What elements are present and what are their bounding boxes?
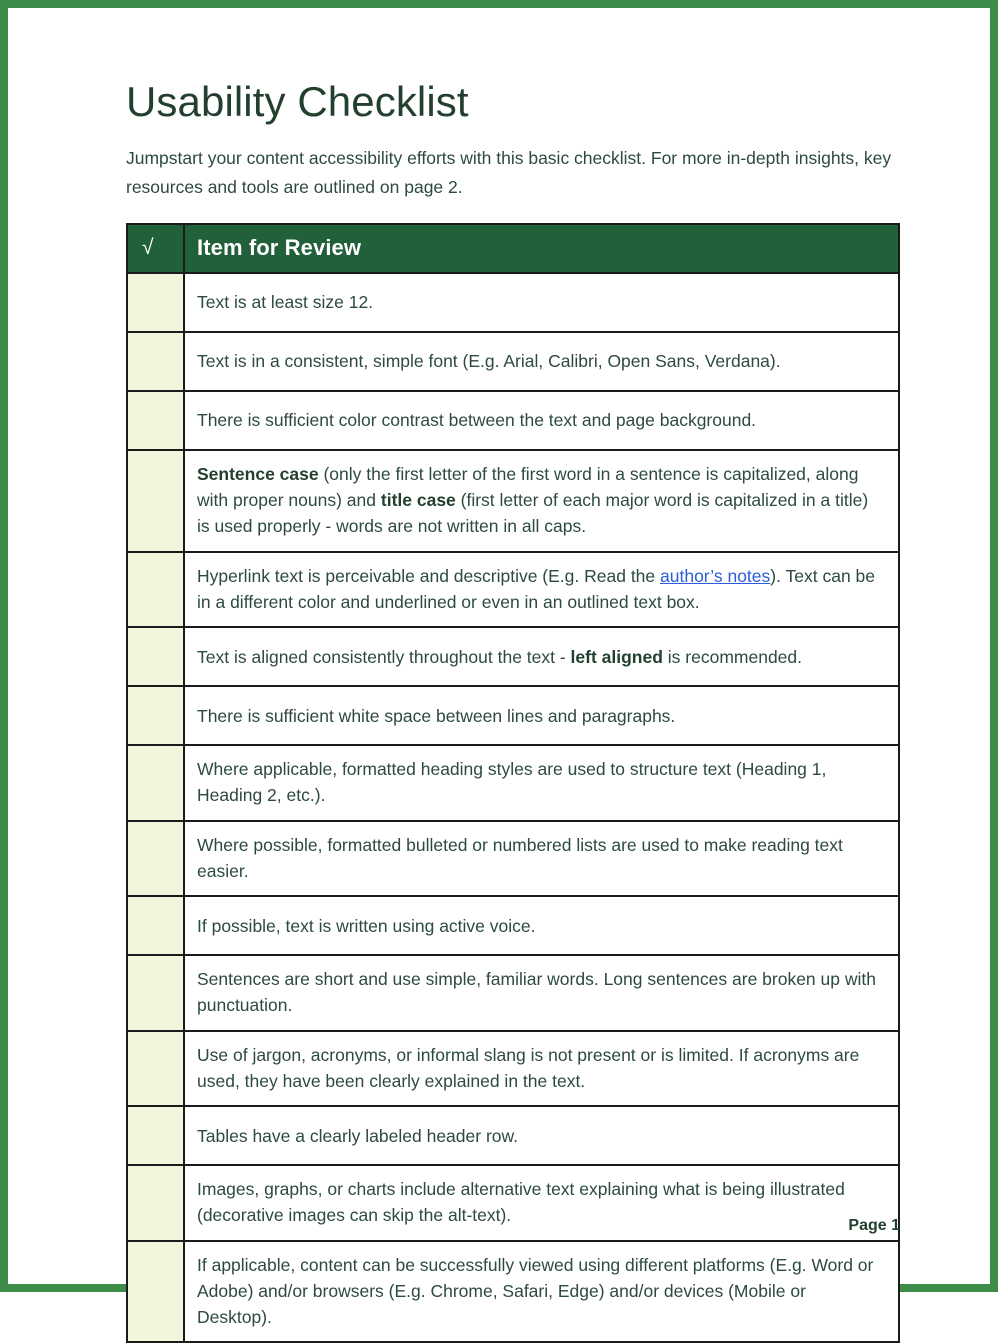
- checkbox-cell[interactable]: [127, 686, 184, 745]
- checkbox-cell[interactable]: [127, 552, 184, 628]
- item-text: There is sufficient color contrast between the text and page background.: [197, 410, 757, 431]
- item-cell: [184, 821, 899, 897]
- table-row: [127, 273, 899, 332]
- item-cell: [184, 391, 899, 450]
- intro-paragraph: Jumpstart your content accessibility efforts with this basic checklist. For more in-depth insights, key resources and tools are outlined on page 2.: [126, 148, 892, 197]
- checkbox-cell[interactable]: [127, 273, 184, 332]
- checkbox-cell[interactable]: [127, 821, 184, 897]
- table-row: [127, 1106, 899, 1165]
- item-text: There is sufficient white space between lines and paragraphs.: [197, 705, 676, 726]
- item-text: Text is aligned consistently throughout the text -: [197, 646, 571, 667]
- table-row: [127, 745, 899, 821]
- table-row: [127, 627, 899, 686]
- item-cell: [184, 552, 899, 628]
- table-row: [127, 391, 899, 450]
- emphasized-text: left aligned: [570, 646, 663, 667]
- item-text: Images, graphs, or charts include alternative text explaining what is being illustrated (decorative images can skip the alt-text).: [197, 1179, 845, 1226]
- item-cell: [184, 332, 899, 391]
- page-number-footer: Page 1: [848, 1217, 900, 1234]
- checkbox-cell[interactable]: [127, 391, 184, 450]
- item-text: (first letter of each major word is capitalized in a title) is used properly - words are not written in all caps.: [197, 490, 869, 537]
- item-text: Tables have a clearly labeled header row.: [197, 1125, 519, 1146]
- table-row: [127, 686, 899, 745]
- table-row: [127, 821, 899, 897]
- page-title: Usability Checklist: [126, 78, 469, 125]
- item-text: ). Text can be in a different color and underlined or even in an outlined text box.: [197, 565, 876, 612]
- checkbox-cell[interactable]: [127, 1106, 184, 1165]
- item-text: Where applicable, formatted heading styles are used to structure text (Heading 1, Heading 2, etc.).: [197, 759, 827, 806]
- checkbox-cell[interactable]: [127, 745, 184, 821]
- column-header-item-for-review: Item for Review: [184, 224, 899, 273]
- checkbox-cell[interactable]: [127, 896, 184, 955]
- checkbox-cell[interactable]: [127, 332, 184, 391]
- item-text: Text is in a consistent, simple font (E.g. Arial, Calibri, Open Sans, Verdana).: [197, 351, 781, 372]
- item-text: If applicable, content can be successfully viewed using different platforms (E.g. Word or Adobe) and/or browsers (E.g. Chrome, Safari, Edge) and/or devices (Mobile or Desktop).: [197, 1254, 874, 1328]
- item-text: Sentences are short and use simple, familiar words. Long sentences are broken up with punctuation.: [197, 969, 876, 1016]
- item-text: Where possible, formatted bulleted or numbered lists are used to make reading text easier.: [197, 834, 843, 881]
- checkbox-cell[interactable]: [127, 955, 184, 1031]
- emphasized-text: title case: [380, 490, 456, 511]
- item-text: Hyperlink text is perceivable and descriptive (E.g. Read the: [197, 565, 661, 586]
- table-row: [127, 955, 899, 1031]
- emphasized-text: Sentence case: [197, 463, 319, 484]
- item-text: If possible, text is written using active voice.: [197, 915, 536, 936]
- item-cell: [184, 450, 899, 552]
- checkbox-cell[interactable]: [127, 1031, 184, 1107]
- table-row: [127, 896, 899, 955]
- item-text: Use of jargon, acronyms, or informal slang is not present or is limited. If acronyms are used, they have been clearly explained in the text.: [197, 1044, 860, 1091]
- table-row: [127, 1031, 899, 1107]
- table-header: [127, 224, 899, 273]
- table-row: [127, 450, 899, 552]
- table-body: [127, 273, 899, 1343]
- column-header-checkmark: √: [127, 224, 184, 273]
- page-content: [118, 78, 908, 1343]
- checkbox-cell[interactable]: [127, 450, 184, 552]
- item-text: Text is at least size 12.: [197, 292, 374, 313]
- item-cell: [184, 955, 899, 1031]
- usability-checklist-table: [126, 223, 900, 1343]
- item-cell: [184, 273, 899, 332]
- item-text: (only the first letter of the first word in a sentence is capitalized, along with proper nouns) and: [197, 463, 859, 511]
- item-cell: [184, 1106, 899, 1165]
- item-text: is recommended.: [662, 646, 803, 667]
- item-cell: [184, 745, 899, 821]
- table-row: [127, 552, 899, 628]
- inline-hyperlink[interactable]: author’s notes: [660, 565, 771, 586]
- item-cell: [184, 686, 899, 745]
- item-cell: [184, 627, 899, 686]
- item-cell: [184, 896, 899, 955]
- item-cell: [184, 1031, 899, 1107]
- checkbox-cell[interactable]: [127, 627, 184, 686]
- table-row: [127, 332, 899, 391]
- table-header-row: [127, 224, 899, 273]
